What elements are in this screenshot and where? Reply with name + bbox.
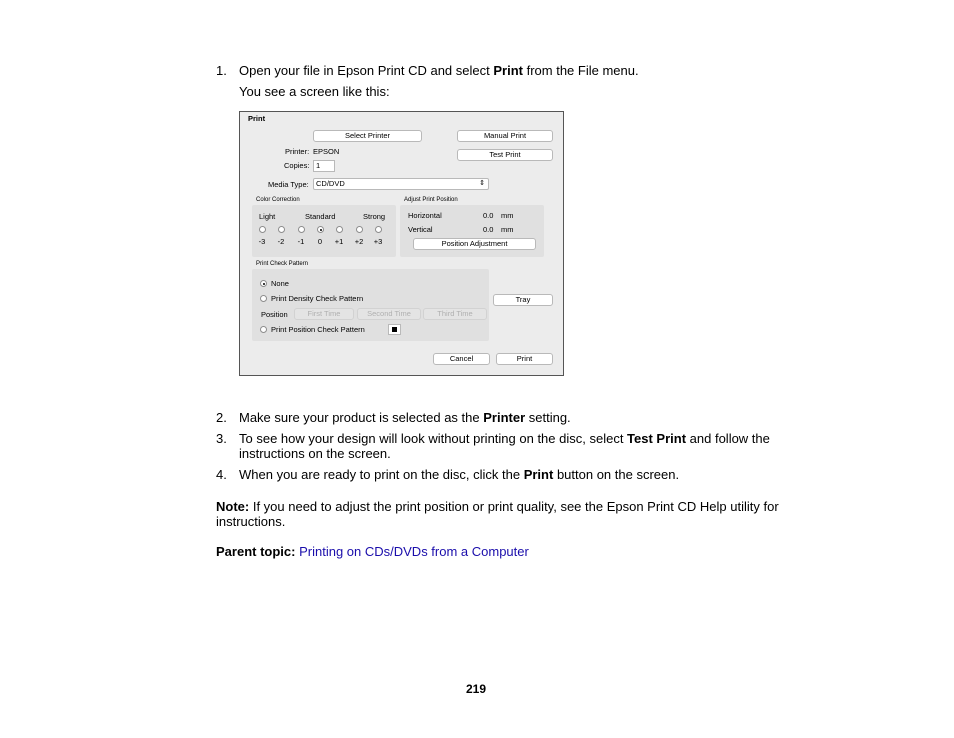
- density-pattern-label: Print Density Check Pattern: [271, 294, 364, 303]
- horizontal-value: 0.0: [483, 211, 494, 220]
- note-text-line2: instructions.: [216, 514, 286, 529]
- color-correction-value: -3: [258, 237, 266, 246]
- tray-button[interactable]: Tray: [493, 294, 553, 306]
- color-correction-radio[interactable]: [356, 226, 363, 233]
- color-correction-value: +2: [354, 237, 364, 246]
- first-time-button[interactable]: First Time: [294, 308, 354, 320]
- step-3-number: 3.: [216, 431, 227, 446]
- step-4-number: 4.: [216, 467, 227, 482]
- standard-label: Standard: [305, 212, 336, 221]
- vertical-label: Vertical: [408, 225, 433, 234]
- color-correction-panel: [252, 205, 396, 257]
- color-correction-radio[interactable]: [278, 226, 285, 233]
- print-button[interactable]: Print: [496, 353, 553, 365]
- note-label: Note:: [216, 499, 250, 514]
- horizontal-unit: mm: [501, 211, 514, 220]
- second-time-button[interactable]: Second Time: [357, 308, 421, 320]
- step-1-text: Open your file in Epson Print CD and select Print from the File menu.: [239, 63, 639, 78]
- color-correction-value: +1: [334, 237, 344, 246]
- color-correction-title: Color Correction: [256, 197, 300, 203]
- color-correction-value: -2: [277, 237, 285, 246]
- none-label: None: [271, 279, 289, 288]
- color-correction-value: -1: [297, 237, 305, 246]
- select-arrows-icon: ⇕: [479, 180, 485, 187]
- media-type-select[interactable]: [313, 178, 489, 190]
- cancel-button[interactable]: Cancel: [433, 353, 490, 365]
- manual-print-button[interactable]: Manual Print: [457, 130, 553, 142]
- position-pattern-label: Print Position Check Pattern: [271, 325, 365, 334]
- step-3-text: To see how your design will look without printing on the disc, select Test Print and follow the: [239, 431, 770, 446]
- step-3-text-line2: instructions on the screen.: [239, 446, 391, 461]
- step-2-number: 2.: [216, 410, 227, 425]
- printer-label: Printer:: [285, 147, 310, 156]
- position-label: Position: [261, 310, 288, 319]
- step-1-number: 1.: [216, 63, 227, 78]
- copies-field[interactable]: 1: [313, 160, 335, 172]
- vertical-unit: mm: [501, 225, 514, 234]
- adjust-position-title: Adjust Print Position: [404, 197, 458, 203]
- parent-topic-link[interactable]: Printing on CDs/DVDs from a Computer: [299, 544, 529, 559]
- select-printer-button[interactable]: Select Printer: [313, 130, 422, 142]
- color-correction-radio[interactable]: [317, 226, 324, 233]
- check-pattern-title: Print Check Pattern: [256, 261, 309, 267]
- printer-value: EPSON: [313, 147, 340, 156]
- step-2-text: Make sure your product is selected as the Printer setting.: [239, 410, 571, 425]
- position-adjustment-button[interactable]: Position Adjustment: [413, 238, 536, 250]
- print-dialog-screenshot: [239, 111, 564, 376]
- copies-label: Copies:: [284, 161, 310, 170]
- dialog-title: Print: [248, 114, 266, 123]
- color-correction-radio[interactable]: [259, 226, 266, 233]
- check-pattern-panel: [252, 269, 489, 341]
- position-pattern-radio[interactable]: [260, 326, 267, 333]
- color-correction-value: +3: [373, 237, 383, 246]
- density-pattern-radio[interactable]: [260, 295, 267, 302]
- note-text: Note: If you need to adjust the print position or print quality, see the Epson Print CD Help utility for: [216, 499, 779, 514]
- horizontal-label: Horizontal: [408, 211, 442, 220]
- third-time-button[interactable]: Third Time: [423, 308, 487, 320]
- color-swatch-fill: [392, 327, 397, 332]
- page-number: 219: [466, 682, 487, 696]
- parent-topic-label: Parent topic:: [216, 544, 296, 559]
- step-1-subtext: You see a screen like this:: [239, 84, 390, 99]
- media-type-label: Media Type:: [268, 180, 309, 189]
- none-radio[interactable]: [260, 280, 267, 287]
- color-correction-radio[interactable]: [375, 226, 382, 233]
- light-label: Light: [259, 212, 276, 221]
- adjust-position-panel: [400, 205, 544, 257]
- color-correction-value: 0: [317, 237, 323, 246]
- color-correction-radio[interactable]: [298, 226, 305, 233]
- step-4-text: When you are ready to print on the disc, click the Print button on the screen.: [239, 467, 680, 482]
- media-type-value: CD/DVD: [316, 179, 345, 188]
- parent-topic: [216, 544, 529, 559]
- strong-label: Strong: [363, 212, 386, 221]
- color-correction-radio[interactable]: [336, 226, 343, 233]
- color-swatch[interactable]: [388, 324, 401, 335]
- test-print-button[interactable]: Test Print: [457, 149, 553, 161]
- vertical-value: 0.0: [483, 225, 494, 234]
